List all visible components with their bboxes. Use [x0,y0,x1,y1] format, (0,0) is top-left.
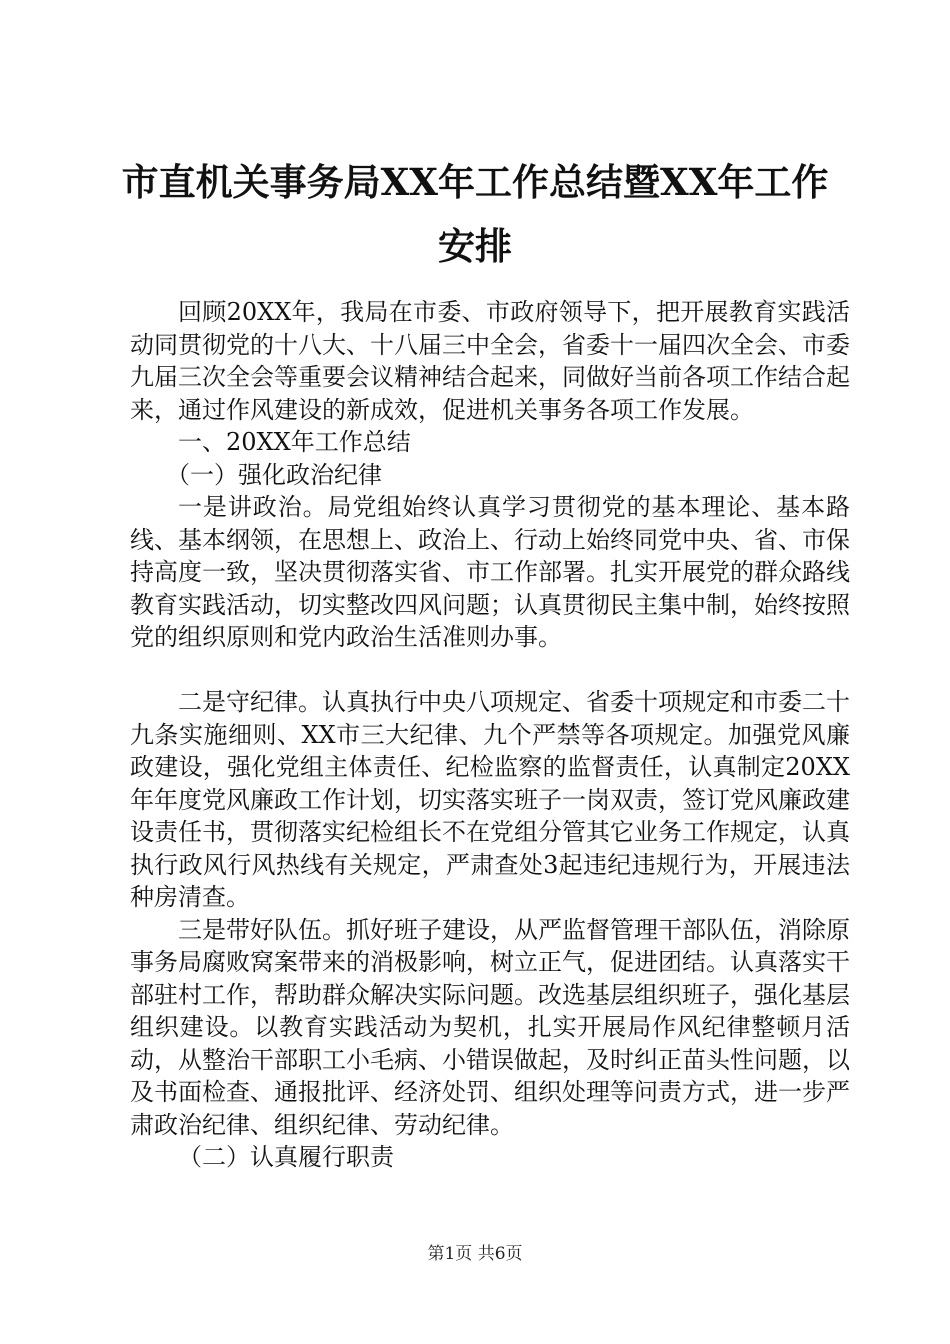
section-heading: 一、20XX年工作总结 [178,428,411,456]
paragraph-item: 一是讲政治。局党组始终认真学习贯彻党的基本理论、基本路线、基本纲领，在思想上、政治上、行动上始终同党中央、省、市保持高度一致，坚决贯彻落实省、市工作部署。扎实开展党的群众路线教育实践活动，切实整改四风问题；认真贯彻民主集中制，始终按照党的组织原则和党内政治生活准则办事。 [130,493,850,651]
blank-line [130,654,850,687]
page-footer: 第1页 共6页 [427,1244,523,1264]
subsection-heading: （二）认真履行职责 [178,1143,394,1171]
document-body [130,296,850,1174]
paragraph-item: 三是带好队伍。抓好班子建设，从严监督管理干部队伍，消除原事务局腐败窝案带来的消极影响，树立正气，促进团结。认真落实干部驻村工作，帮助群众解决实际问题。改选基层组织班子，强化基层组织建设。以教育实践活动为契机，扎实开展局作风纪律整顿月活动，从整治干部职工小毛病、小错误做起，及时纠正苗头性问题，以及书面检查、通报批评、经济处罚、组织处理等问责方式，进一步严肃政治纪律、组织纪律、劳动纪律。 [130,915,850,1139]
paragraph-item: 二是守纪律。认真执行中央八项规定、省委十项规定和市委二十九条实施细则、XX市三大纪律、九个严禁等各项规定。加强党风廉政建设，强化党组主体责任、纪检监察的监督责任，认真制定20XX年年度党风廉政工作计划，切实落实班子一岗双责，签订党风廉政建设责任书，贯彻落实纪检组长不在党组分管其它业务工作规定，认真执行政风行风热线有关规定，严肃查处3起违纪违规行为，开展违法种房清查。 [130,688,850,911]
document-title: 市直机关事务局XX年工作总结暨XX年工作安排 [121,160,829,268]
subsection-heading: （一）强化政治纪律 [166,460,382,489]
paragraph-intro: 回顾20XX年，我局在市委、市政府领导下，把开展教育实践活动同贯彻党的十八大、十八届三中全会，省委十一届四次全会、市委九届三次全会等重要会议精神结合起来，同做好当前各项工作结合起来，通过作风建设的新成效，促进机关事务各项工作发展。 [130,298,850,424]
